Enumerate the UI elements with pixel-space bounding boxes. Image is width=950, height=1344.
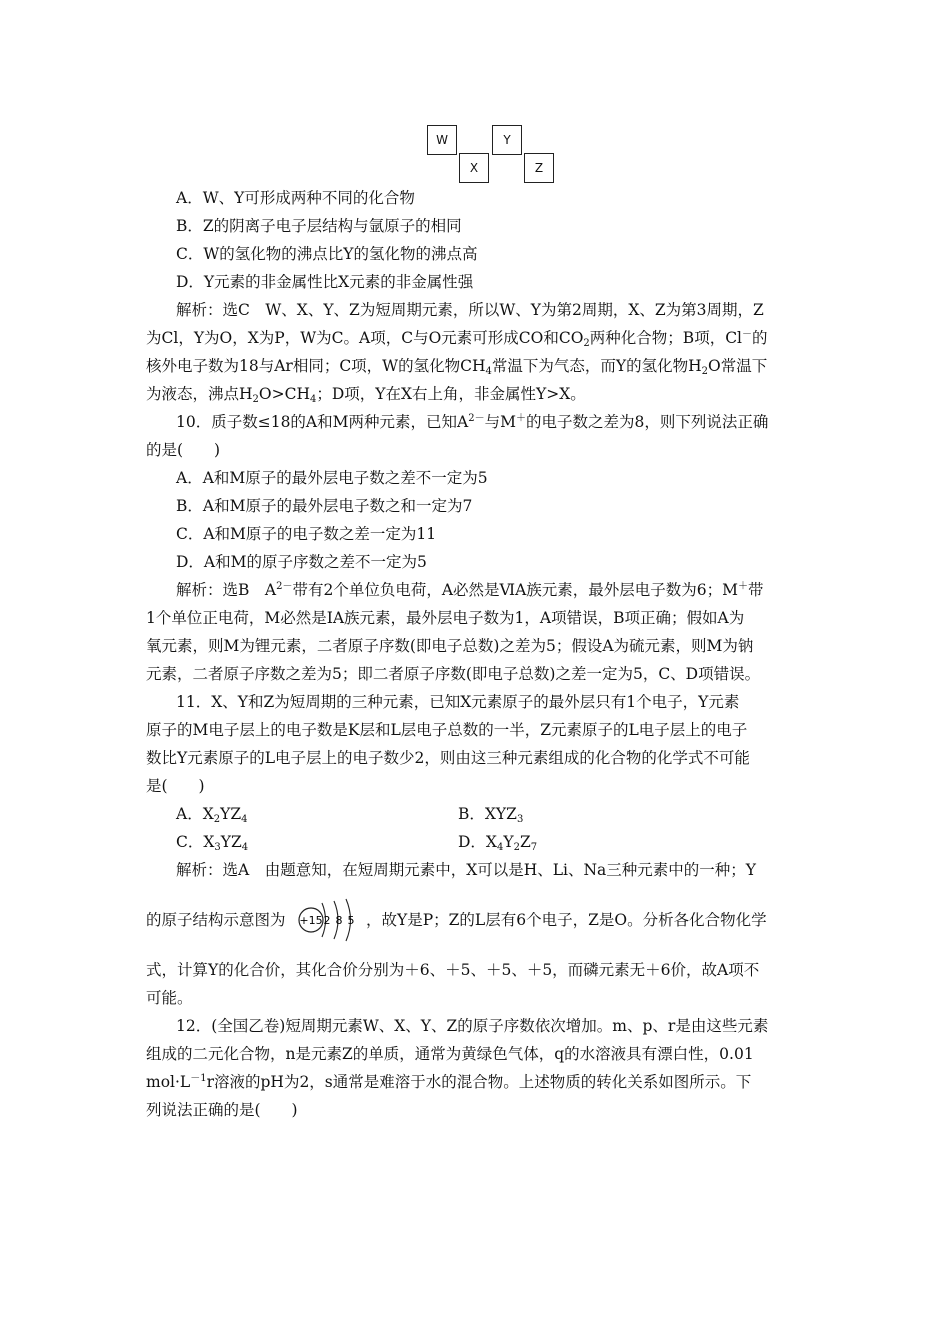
q9-solution-line3: 核外电子数为18与Ar相同；C项，W的氢化物$CH_4$常温下为气态，而Y的氢化物$H_2O$常温下: [146, 357, 768, 377]
table-cell-z: Z: [524, 153, 554, 183]
q9-option-b: B．Z的阴离子电子层结构与氩原子的相同: [176, 217, 462, 235]
table-cell-y: Y: [492, 125, 522, 155]
q11-stem-line1: 11．X、Y和Z为短周期的三种元素，已知X元素原子的最外层只有1个电子，Y元素: [176, 693, 740, 711]
q9-solution-line4: 为液态，沸点$H_2O>CH_4$；D项，Y在X右上角，非金属性Y>X。: [146, 385, 586, 405]
q11-solution-line2-b: ，故Y是P；Z的L层有6个电子，Z是O。分析各化合物化学: [366, 911, 767, 929]
q9-option-d: D．Y元素的非金属性比X元素的非金属性强: [176, 273, 474, 291]
shell-electrons-1: 2: [323, 914, 331, 927]
q12-stem-line4: 列说法正确的是( ): [146, 1101, 298, 1119]
q11-stem-line2: 原子的M电子层上的电子数是K层和L层电子总数的一半，Z元素原子的L电子层上的电子: [146, 721, 748, 739]
q10-stem-line1: 10．质子数≤18的A和M两种元素，已知$A^{2-}$与M＋的电子数之差为8，则下列说法正确: [176, 413, 769, 431]
q10-option-b: B．A和M原子的最外层电子数之和一定为7: [176, 497, 473, 515]
q10-solution-line1: 解析：选B $A^{2-}$带有2个单位负电荷，A必然是ⅥA族元素，最外层电子数为6；M＋带: [176, 581, 764, 599]
q11-stem-line3: 数比Y元素原子的L电子层上的电子数少2，则由这三种元素组成的化合物的化学式不可能: [146, 749, 750, 767]
q11-solution-line3: 式，计算Y的化合价，其化合价分别为＋6、＋5、＋5、＋5，而磷元素无＋6价，故A项不: [146, 961, 760, 979]
q10-solution-line2: 1个单位正电荷，M必然是ⅠA族元素，最外层电子数为1，A项错误，B项正确；假如A为: [146, 609, 745, 627]
shell-electrons-3: 5: [347, 914, 355, 927]
q11-option-d: D．$X_4Y_2Z_7$: [458, 833, 538, 853]
q11-solution-line4: 可能。: [146, 989, 193, 1007]
q10-stem-line2: 的是( ): [146, 441, 221, 459]
q10-option-c: C．A和M原子的电子数之差一定为11: [176, 525, 437, 543]
q11-option-b: B．$XYZ_3$: [458, 805, 524, 825]
q9-option-c: C．W的氢化物的沸点比Y的氢化物的沸点高: [176, 245, 478, 263]
q11-option-a: A．$X_2YZ_4$: [176, 805, 248, 825]
q11-stem-line4: 是( ): [146, 777, 205, 795]
nucleus-charge: +15: [299, 914, 323, 927]
q11-solution-line2-a: 的原子结构示意图为: [146, 911, 286, 929]
q10-solution-line3: 氧元素，则M为锂元素，二者原子序数(即电子总数)之差为5；假设A为硫元素，则M为钠: [146, 637, 754, 655]
q9-solution-line1: 解析：选C W、X、Y、Z为短周期元素，所以W、Y为第2周期，X、Z为第3周期，Z: [176, 301, 764, 319]
shell-electrons-2: 8: [335, 914, 343, 927]
q12-stem-line2: 组成的二元化合物，n是元素Z的单质，通常为黄绿色气体，q的水溶液具有漂白性，0.01: [146, 1045, 754, 1063]
table-cell-x: X: [459, 153, 489, 183]
q11-option-c: C．$X_3YZ_4$: [176, 833, 249, 853]
phosphorus-atom-structure-diagram: [296, 893, 364, 947]
q9-solution-line2: 为Cl，Y为O，X为P，W为C。A项，C与O元素可形成CO和$CO_2$两种化合物；B项，Cl－的: [146, 329, 768, 349]
table-cell-w: W: [427, 125, 457, 155]
q12-stem-line3: $mol\cdot L^{-1}r$溶液的pH为2，s通常是难溶于水的混合物。上述物质的转化关系如图所示。下: [146, 1073, 752, 1091]
q12-stem-line1: 12．(全国乙卷)短周期元素W、X、Y、Z的原子序数依次增加。m、p、r是由这些元素: [176, 1017, 769, 1035]
q9-option-a: A．W、Y可形成两种不同的化合物: [176, 189, 415, 207]
q10-solution-line4: 元素，二者原子序数之差为5；即二者原子序数(即电子总数)之差一定为5，C、D项错误。: [146, 665, 761, 683]
q10-option-d: D．A和M的原子序数之差不一定为5: [176, 553, 427, 571]
q11-solution-line1: 解析：选A 由题意知，在短周期元素中，X可以是H、Li、Na三种元素中的一种；Y: [176, 861, 757, 879]
q10-option-a: A．A和M原子的最外层电子数之差不一定为5: [176, 469, 488, 487]
